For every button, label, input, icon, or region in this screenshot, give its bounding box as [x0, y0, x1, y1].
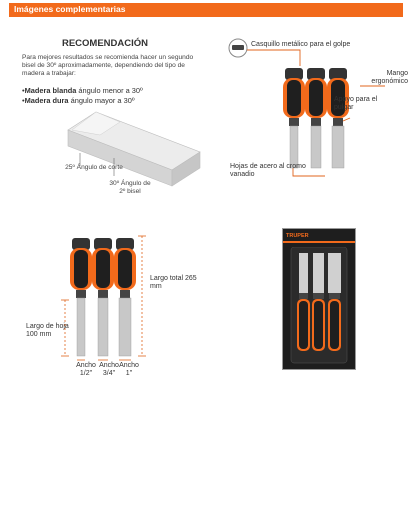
- dimension-width-one: Ancho 1": [119, 362, 139, 377]
- section-title: Imágenes complementarias: [14, 4, 126, 14]
- chisel-dim-1: [70, 238, 92, 356]
- section-header: [9, 3, 403, 17]
- package-stripe: [283, 241, 355, 243]
- callout-blade: Hojas de acero al cromo vanadio: [230, 163, 306, 178]
- bullet-rest: ángulo mayor a 30º: [68, 96, 135, 105]
- bullet-bold: Madera blanda: [24, 86, 77, 95]
- chisel-dim-3: [114, 238, 136, 356]
- recommendation-bullet-hard: •Madera dura ángulo mayor a 30º: [22, 96, 135, 105]
- package-brand: TRUPER: [286, 233, 309, 239]
- recommendation-title: RECOMENDACIÓN: [61, 38, 149, 49]
- callout-handle: Mango ergonómico: [371, 70, 408, 85]
- bullet-bold: Madera dura: [24, 96, 69, 105]
- chisel-dim-2: [92, 238, 114, 356]
- chisel-3: [327, 68, 349, 168]
- package-image: [282, 228, 356, 370]
- package-chisels: [289, 247, 349, 365]
- chisel-1: [283, 68, 305, 168]
- dimension-width-half: Ancho 1/2": [76, 362, 96, 377]
- recommendation-paragraph: Para mejores resultados se recomienda hacer un segundo bisel de 30º aproximadamente, dependiendo del tipo de madera a trabajar:: [22, 54, 194, 78]
- dimension-total-length: Largo total 265 mm: [150, 275, 197, 290]
- recommendation-bullet-soft: •Madera blanda ángulo menor a 30º: [22, 86, 143, 95]
- bullet-rest: ángulo menor a 30º: [76, 86, 143, 95]
- callout-thumb: Apoyo para el pulgar: [334, 96, 378, 111]
- dimension-width-three-quarter: Ancho 3/4": [99, 362, 119, 377]
- chisel-2: [305, 68, 327, 168]
- angle-label-cutting: 25º Ángulo de corte: [65, 164, 123, 171]
- callout-ferrule: Casquillo metálico para el golpe: [251, 41, 351, 48]
- angle-label-second-bevel: 30º Ángulo de 2º bisel: [109, 180, 151, 195]
- dimension-blade-length: Largo de hoja 100 mm: [26, 323, 69, 338]
